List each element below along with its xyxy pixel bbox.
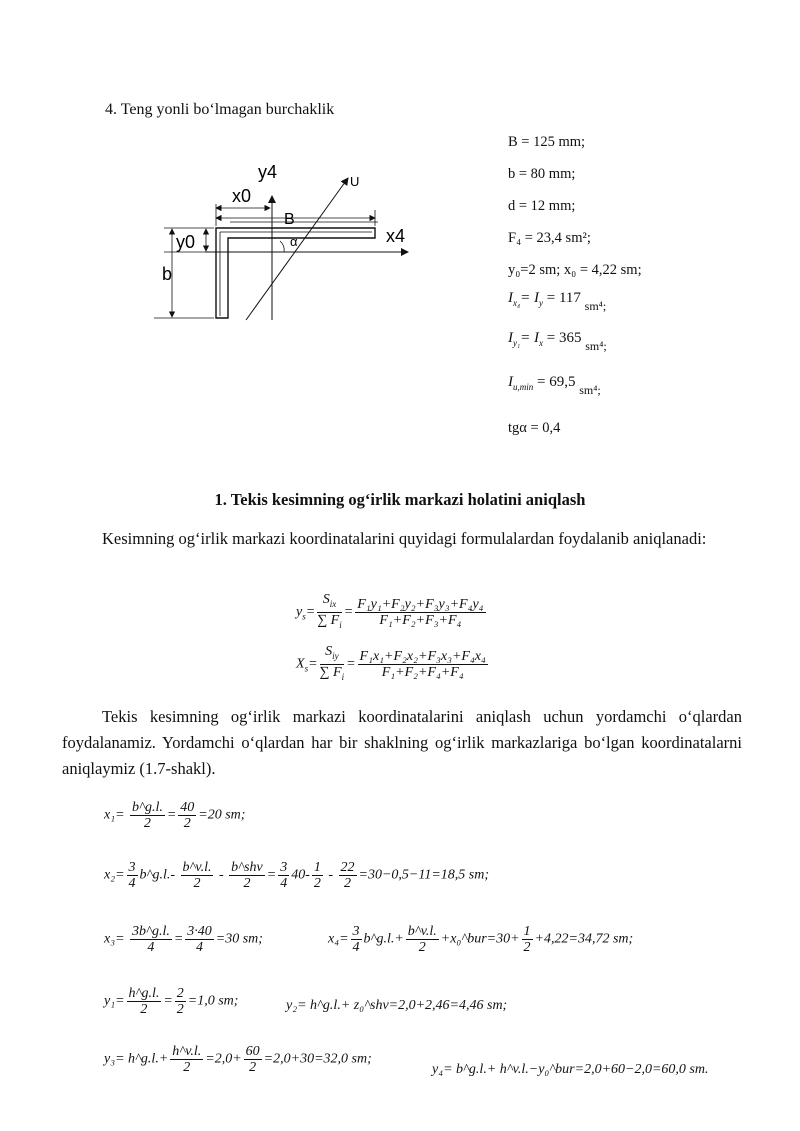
section-heading: 1. Tekis kesimning og‘irlik markazi holatini aniqlash [214,490,586,509]
formula-x3: x₃= $\frac{3b\^{}g.l.}{4}$ = $\frac{3\cdot 40}{4}$ =30 sm; [104,924,263,955]
label-x0: x0 [232,186,252,206]
param-b: b = 80 mm; [508,166,576,182]
formula-x2: x₂= $\frac{3}{4}$ b^g.l.- $\frac{b\^{}v.l.}{2}$ - $\frac{\text{b\textasciicircum{}shv}}{2}$ = $\frac{3}{4}$ 40- $\frac{1}{2}$ - $\frac{22}{2}$ =30−0,5−11=18,5 sm; [104,860,490,891]
formula-y3: y₃= h^g.l.+ $\frac{h\^{}v.l.}{2}$ =2,0+ $\frac{60}{2}$ =2,0+30=32,0 sm; [104,1044,372,1075]
label-u: U [350,174,360,189]
label-b-small: b [162,264,173,284]
label-x4: x4 [386,226,406,246]
label-alpha: α [290,234,298,249]
formula-xs: $X_s=$ $\frac{S_{iy}}{\sum F_i}$ = $\frac{\text{F₁x₁+F₂x₂+F₃x₃+F₄x₄}}{\text{F₁+F₂+F₄+F₄}}$ [296,644,486,682]
param-tg: tgα = 0,4 [508,420,561,436]
formula-y4: y₄= b^g.l.+ h^v.l.−y₀^bur=2,0+60−2,0=60,0 sm. [432,1062,709,1077]
param-d: d = 12 mm; [508,198,576,214]
formula-x1: x₁= $\frac{b\^{}g.l.}{2}$ = $\frac{40}{2}$ =20 sm; [104,800,246,831]
label-y4: y4 [258,162,278,182]
formula-y2: y₂= h^g.l.+ z₀^shv=2,0+2,46=4,46 sm; [286,998,508,1013]
u-axis [246,178,348,320]
label-y0: y0 [176,232,196,252]
formula-y1: y₁= $\frac{h\^{}g.l.}{2}$ = $\frac{2}{2}$ =1,0 sm; [104,986,239,1017]
label-b-big: B [284,211,295,228]
formula-x4: x₄= $\frac{3}{4}$ b^g.l.+ $\frac{b\^{}v.l.}{2}$ +x₀^bur=30+ $\frac{1}{2}$ +4,22=34,72 sm; [328,924,634,955]
paragraph-intro: Kesimning og‘irlik markazi koordinatalarini quyidagi formulalardan foydalanib aniqlanadi: [102,529,707,548]
item-title: 4. Teng yonli bo‘lmagan burchaklik [105,101,335,118]
param-Iy: $I_{y_1}= I_x = 365$ $_{sm^4;}$ [508,330,607,353]
param-y0-x0: y₀=2 sm; x₀ = 4,22 sm; [508,262,642,278]
angle-section-diagram [150,160,430,325]
param-B: B = 125 mm; [508,134,586,150]
param-Iu: $I_{u,min} = 69,5$ $_{sm^4;}$ [508,374,601,397]
formula-ys: $y_s=$ $\frac{S_{ix}}{\sum F_i}$ = $\frac{\text{F₁y₁+F₂y₂+F₃y₃+F₄y₄}}{\text{F₁+F₂+F₃+F₄}}$ [296,592,484,630]
param-Ix4: $I_{x_4}= I_y = 117$ $_{sm^4;}$ [508,290,607,313]
paragraph-aux-axes: Tekis kesimning og‘irlik markazi koordinatalarini aniqlash uchun yordamchi o‘qlardan foydalanamiz. Yordamchi o‘qlardan har bir shaklning og‘irlik markazlariga bo‘lgan koordinatalarni aniqlaymiz (1.7-shakl). [62,707,742,778]
param-F4: F₄ = 23,4 sm²; [508,230,591,246]
